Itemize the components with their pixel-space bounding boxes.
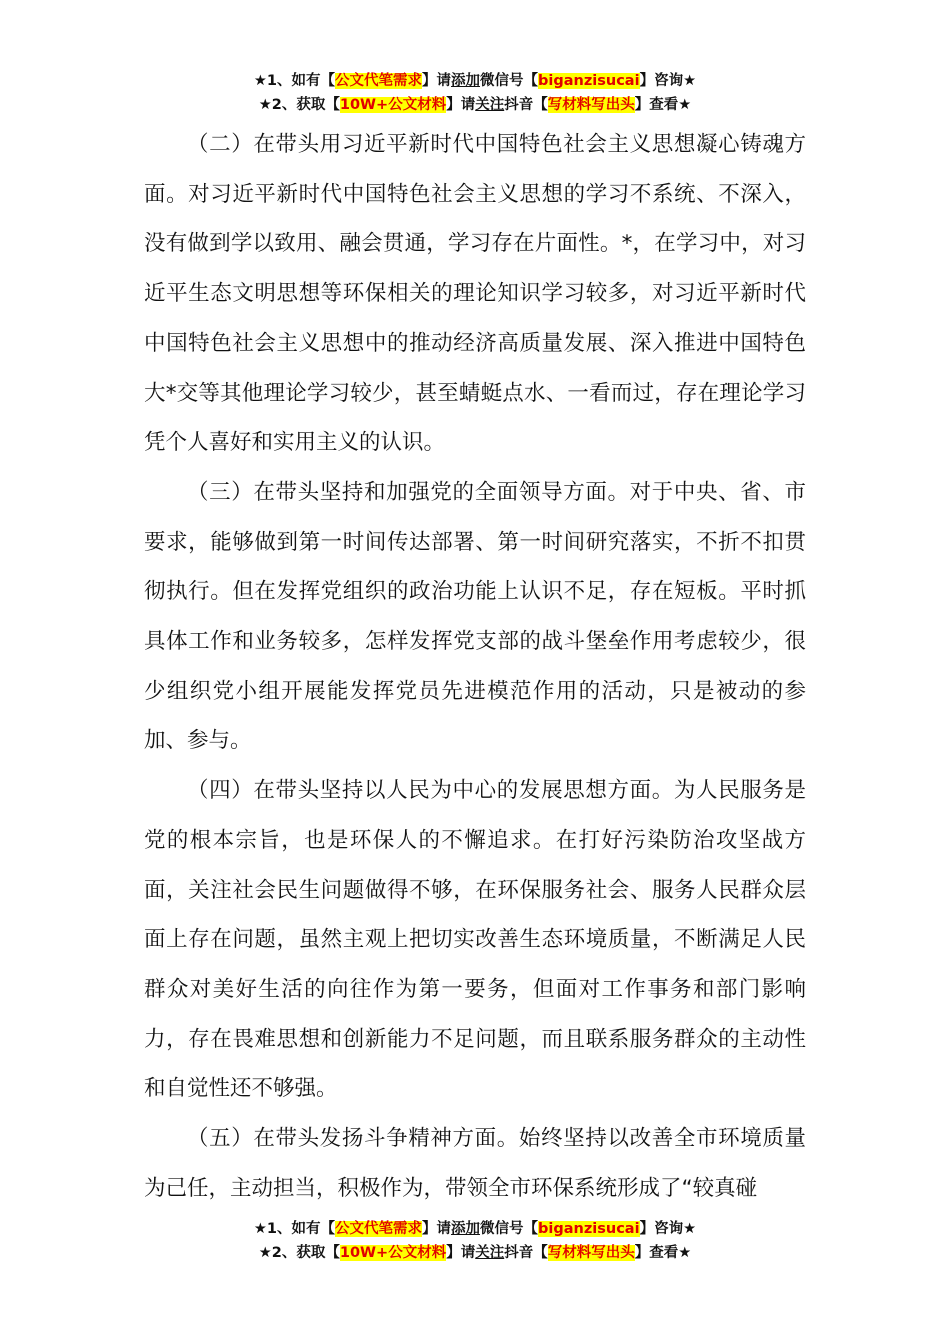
paragraph-3: （三）在带头坚持和加强党的全面领导方面。对于中央、省、市要求，能够做到第一时间传达部署、第一时间研究落实，不折不扣贯彻执行。但在发挥党组织的政治功能上认识不足，存在短板。平时抓具体工作和业务较多，怎样发挥党支部的战斗堡垒作用考虑较少，很少组织党小组开展能发挥党员先进模范作用的活动，只是被动的参加、参与。 xyxy=(144,479,806,754)
paragraph-5: （五）在带头发扬斗争精神方面。始终坚持以改善全市环境质量为己任，主动担当，积极作为，带领全市环保系统形成了“较真碰 xyxy=(144,1126,806,1201)
highlight-wechat-id: biganzisucai xyxy=(538,73,640,89)
highlight-materials: 10W+公文材料 xyxy=(339,1245,447,1261)
highlight-service: 公文代笔需求 xyxy=(335,73,423,89)
underline-text: 关注 xyxy=(475,1245,505,1261)
underline-text: 添加 xyxy=(451,73,481,89)
banner-line-2: ★2、获取【10W+公文材料】请关注抖音【写材料写出头】查看★ xyxy=(258,97,692,113)
banner-line-1: ★1、如有【公文代笔需求】请添加微信号【biganzisucai】咨询★ xyxy=(253,1221,697,1237)
header-banner xyxy=(0,69,950,117)
highlight-service: 公文代笔需求 xyxy=(335,1221,423,1237)
footer-banner xyxy=(0,1217,950,1265)
paragraph-4: （四）在带头坚持以人民为中心的发展思想方面。为人民服务是党的根本宗旨，也是环保人的不懈追求。在打好污染防治攻坚战方面，关注社会民生问题做得不够，在环保服务社会、服务人民群众层面上存在问题，虽然主观上把切实改善生态环境质量，不断满足人民群众对美好生活的向往作为第一要务，但面对工作事务和部门影响力，存在畏难思想和创新能力不足问题，而且联系服务群众的主动性和自觉性还不够强。 xyxy=(144,778,806,1102)
highlight-materials: 10W+公文材料 xyxy=(339,97,447,113)
highlight-wechat-id: biganzisucai xyxy=(538,1221,640,1237)
paragraph-2: （二）在带头用习近平新时代中国特色社会主义思想凝心铸魂方面。对习近平新时代中国特色社会主义思想的学习不系统、不深入，没有做到学以致用、融会贯通，学习存在片面性。*，在学习中，对习近平生态文明思想等环保相关的理论知识学习较多，对习近平新时代中国特色社会主义思想中的推动经济高质量发展、深入推进中国特色大*交等其他理论学习较少，甚至蜻蜓点水、一看而过，存在理论学习凭个人喜好和实用主义的认识。 xyxy=(144,132,806,456)
highlight-douyin-account: 写材料写出头 xyxy=(547,97,635,113)
banner-line-1: ★1、如有【公文代笔需求】请添加微信号【biganzisucai】咨询★ xyxy=(253,73,697,89)
underline-text: 关注 xyxy=(475,97,505,113)
underline-text: 添加 xyxy=(451,1221,481,1237)
banner-line-2: ★2、获取【10W+公文材料】请关注抖音【写材料写出头】查看★ xyxy=(258,1245,692,1261)
document-body xyxy=(144,120,806,1213)
highlight-douyin-account: 写材料写出头 xyxy=(547,1245,635,1261)
